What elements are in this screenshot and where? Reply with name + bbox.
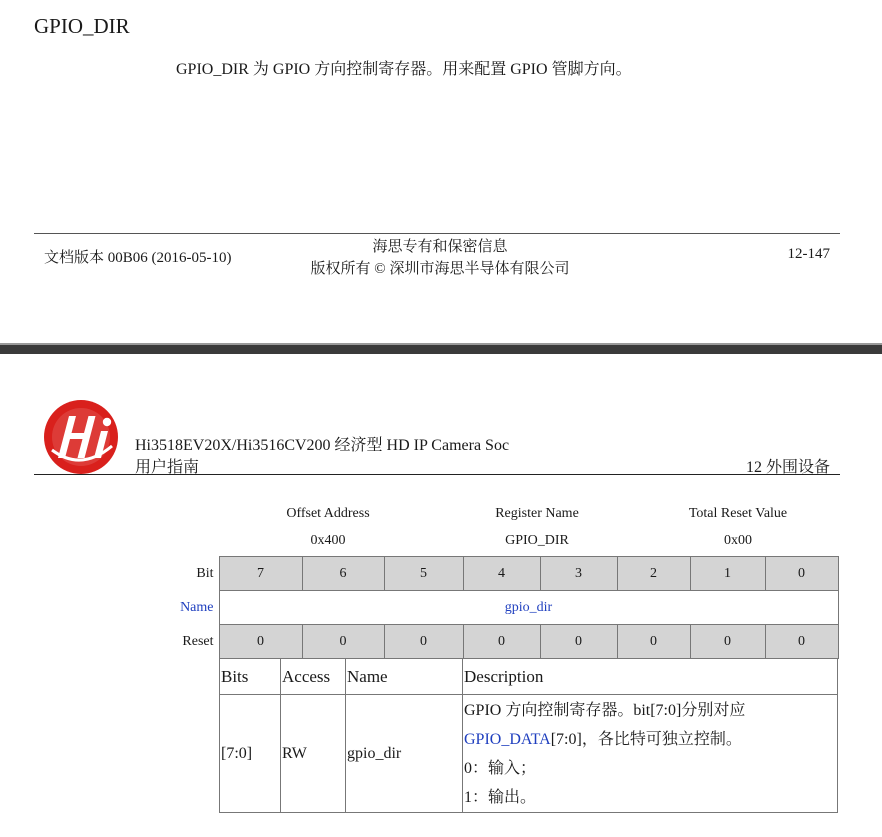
page-separator — [0, 345, 882, 354]
row-access: RW — [281, 695, 346, 813]
footer-divider — [34, 233, 840, 234]
bit-cell: 3 — [540, 557, 617, 591]
reset-cell: 0 — [765, 625, 838, 659]
offset-address-value: 0x400 — [310, 533, 346, 548]
footer-version: 文档版本 00B06 (2016-05-10) — [44, 250, 232, 266]
footer-confidential: 海思专有和保密信息 — [372, 239, 508, 255]
table-row — [220, 695, 838, 813]
name-row-label: Name — [180, 599, 214, 615]
row-bits: [7:0] — [220, 695, 281, 813]
description-header-row — [220, 659, 838, 695]
bit-cell: 6 — [302, 557, 384, 591]
header-divider — [34, 474, 840, 475]
name-row — [156, 591, 838, 625]
register-name-value: GPIO_DIR — [505, 533, 569, 548]
reset-cell: 0 — [617, 625, 690, 659]
chapter-title: 12 外围设备 — [745, 459, 830, 476]
description-line-3: 1：输出。 — [464, 788, 537, 806]
row-name: gpio_dir — [346, 695, 463, 813]
reset-row — [156, 625, 838, 659]
row-description — [463, 695, 838, 813]
description-text: GPIO 方向控制寄存器。bit[7:0]分别对应 — [464, 701, 746, 719]
reset-cell: 0 — [540, 625, 617, 659]
hisilicon-logo-icon — [42, 398, 120, 476]
footer-page-number: 12-147 — [787, 246, 830, 262]
reset-cell: 0 — [302, 625, 384, 659]
description-text: [7:0]，各比特可独立控制。 — [550, 730, 742, 748]
section-intro: GPIO_DIR 为 GPIO 方向控制寄存器。用来配置 GPIO 管脚方向。 — [176, 61, 632, 78]
document-title: Hi3518EV20X/Hi3516CV200 经济型 HD IP Camera Soc — [135, 437, 510, 454]
col-header-access: Access — [281, 659, 346, 695]
footer-copyright: 版权所有 © 深圳市海思半导体有限公司 — [310, 261, 570, 277]
field-name-cell: gpio_dir — [219, 591, 838, 625]
reset-cell: 0 — [463, 625, 540, 659]
register-name-label: Register Name — [495, 506, 579, 521]
bit-cell: 1 — [690, 557, 765, 591]
bit-cell: 0 — [765, 557, 838, 591]
bit-cell: 2 — [617, 557, 690, 591]
reset-cell: 0 — [690, 625, 765, 659]
gpio-data-link[interactable]: GPIO_DATA — [464, 730, 551, 748]
bit-row-label: Bit — [196, 565, 214, 581]
document-subtitle: 用户指南 — [135, 459, 200, 476]
section-title: GPIO_DIR — [34, 14, 130, 38]
field-description-table — [219, 658, 838, 813]
total-reset-label: Total Reset Value — [688, 506, 788, 521]
offset-address-label: Offset Address — [286, 506, 370, 521]
total-reset-value: 0x00 — [724, 533, 752, 548]
reset-cell: 0 — [219, 625, 302, 659]
description-line-1 — [464, 696, 837, 725]
reset-cell: 0 — [384, 625, 463, 659]
description-line-2: 0：输入； — [464, 759, 537, 777]
description-line-1b — [464, 725, 837, 754]
bit-row — [156, 557, 838, 591]
bit-cell: 5 — [384, 557, 463, 591]
col-header-description: Description — [463, 659, 838, 695]
bit-cell: 7 — [219, 557, 302, 591]
col-header-bits: Bits — [220, 659, 281, 695]
register-bit-table — [156, 556, 839, 659]
bit-cell: 4 — [463, 557, 540, 591]
col-header-name: Name — [346, 659, 463, 695]
reset-row-label: Reset — [182, 633, 214, 649]
